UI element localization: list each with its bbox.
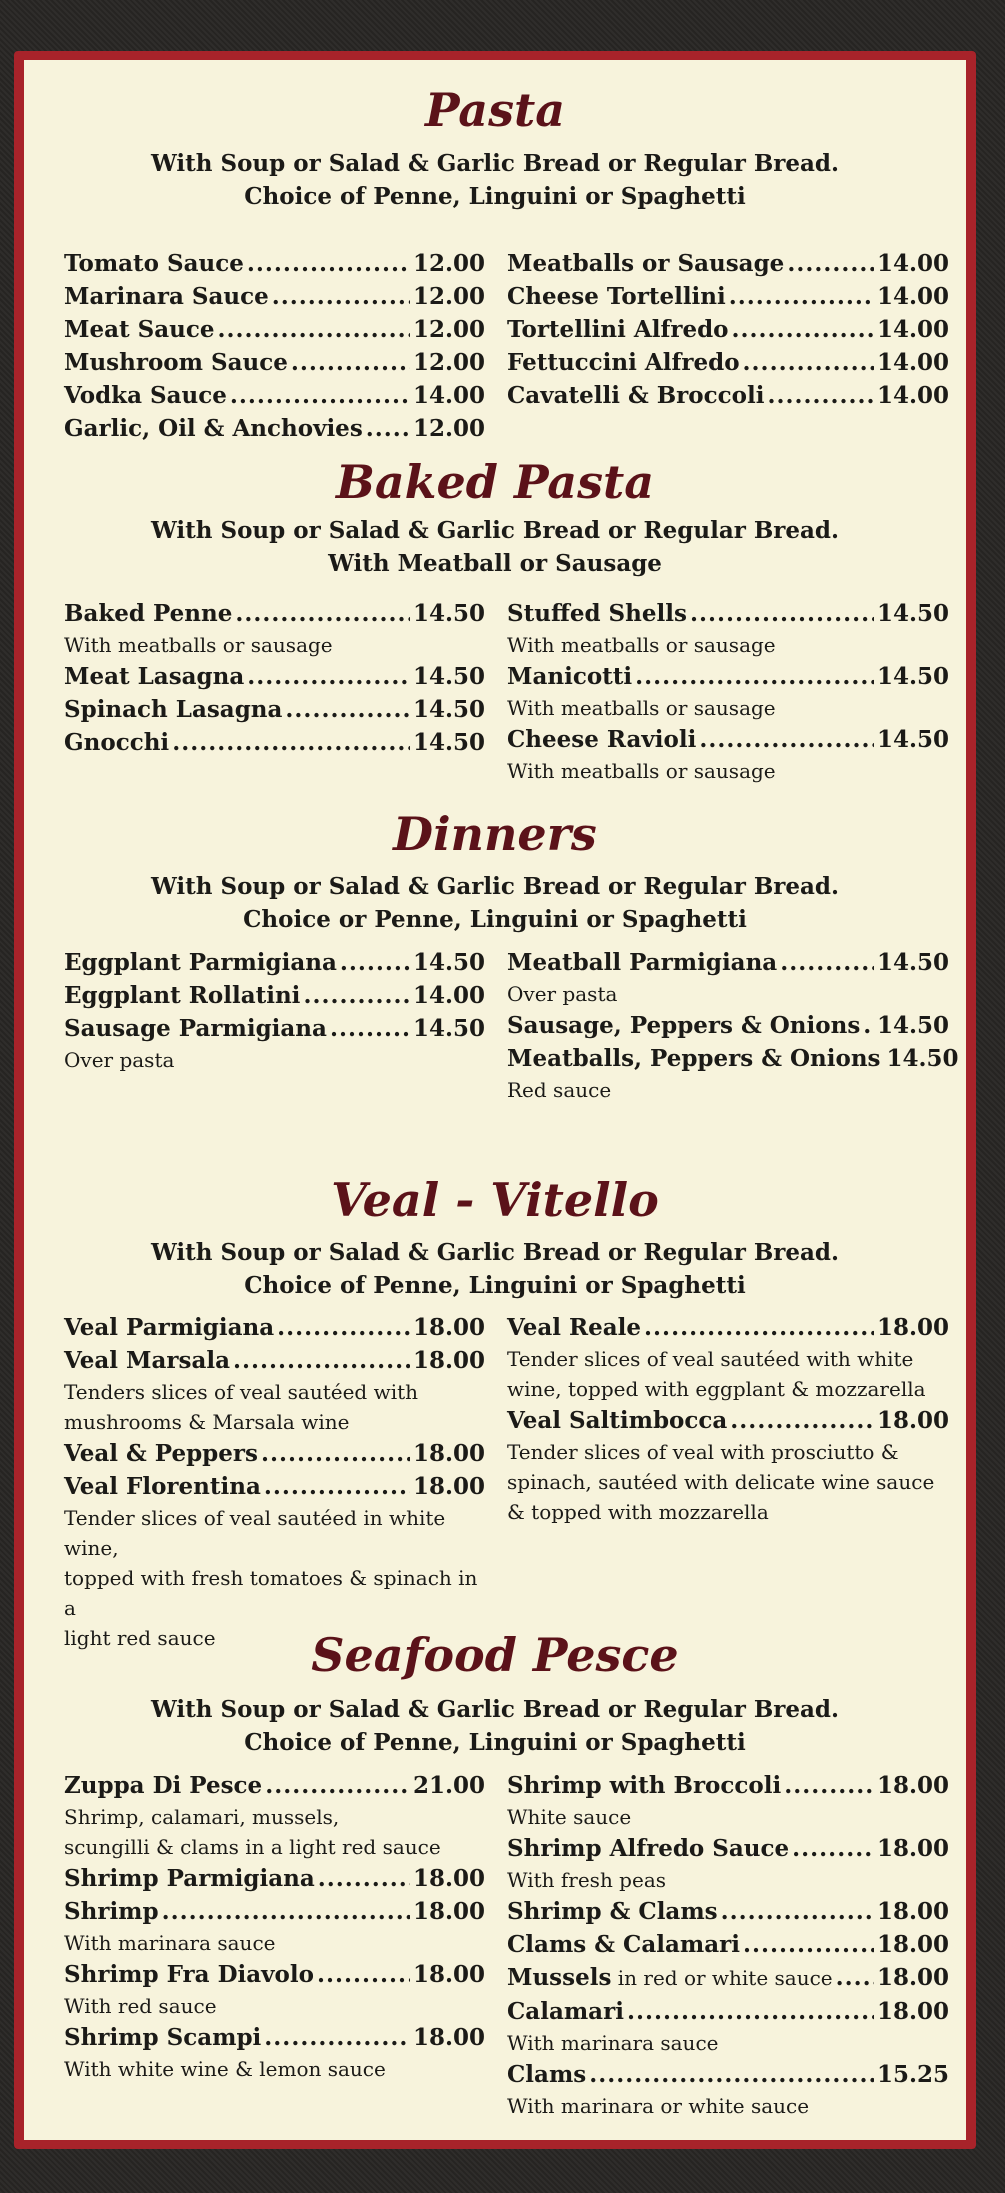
menu-item: Garlic, Oil & Anchovies ..... 12.00 (64, 412, 485, 445)
item-description: With meatballs or sausage (507, 696, 776, 720)
section-subtitle: Choice of Penne, Linguini or Spaghetti (244, 183, 746, 210)
menu-panel (24, 60, 966, 2140)
right-column (507, 247, 949, 412)
section-subtitle: Choice of Penne, Linguini or Spaghetti (244, 1729, 746, 1756)
item-description: scungilli & clams in a light red sauce (64, 1835, 441, 1859)
menu-item: Mushroom Sauce ..... 12.00 (64, 346, 485, 379)
item-description: mushrooms & Marsala wine (64, 1410, 350, 1434)
item-description: With meatballs or sausage (507, 633, 776, 657)
section-subtitle: Choice or Penne, Linguini or Spaghetti (243, 906, 747, 933)
section-baked-pasta (24, 454, 966, 783)
menu-item: Meat Sauce ..... 12.00 (64, 313, 485, 346)
menu-item: Clams ..... 15.25 (507, 2058, 949, 2091)
left-column (64, 946, 485, 1075)
item-description: & topped with mozzarella (507, 1500, 769, 1524)
section-seafood (24, 1627, 966, 2118)
menu-item: Sausage, Peppers & Onions ..... 14.50 (507, 1009, 949, 1042)
menu-item: Veal Saltimbocca ..... 18.00 (507, 1404, 949, 1437)
section-title: Seafood Pesce (311, 1628, 679, 1682)
menu-item: Shrimp ..... 18.00 (64, 1895, 485, 1928)
item-description: wine, topped with eggplant & mozzarella (507, 1377, 926, 1401)
item-description: With marinara sauce (507, 2031, 719, 2055)
menu-item: Shrimp with Broccoli ..... 18.00 (507, 1769, 949, 1802)
right-column (507, 946, 959, 1105)
menu-item: Vodka Sauce ..... 14.00 (64, 379, 485, 412)
section-title: Veal - Vitello (331, 1173, 659, 1227)
menu-item: Cheese Tortellini ..... 14.00 (507, 280, 949, 313)
menu-item: Meatballs, Peppers & Onions 14.50 (507, 1045, 959, 1072)
section-pasta (24, 82, 966, 442)
menu-item: Shrimp & Clams ..... 18.00 (507, 1895, 949, 1928)
section-subtitle: With Soup or Salad & Garlic Bread or Regular Bread. (150, 1239, 840, 1266)
menu-item: Eggplant Parmigiana ..... 14.50 (64, 946, 485, 979)
menu-item: Gnocchi ..... 14.50 (64, 726, 485, 759)
item-description: Tenders slices of veal sautéed with (64, 1380, 419, 1404)
item-description: With red sauce (64, 1994, 217, 2018)
menu-item: Tortellini Alfredo ..... 14.00 (507, 313, 949, 346)
left-column (64, 1769, 485, 2084)
item-description: Tender slices of veal sautéed with white (507, 1347, 914, 1371)
section-title: Dinners (393, 807, 597, 861)
menu-item: Fettuccini Alfredo ..... 14.00 (507, 346, 949, 379)
section-subtitle: With Soup or Salad & Garlic Bread or Regular Bread. (150, 1696, 840, 1723)
menu-item: Eggplant Rollatini ..... 14.00 (64, 979, 485, 1012)
section-subtitle: Choice of Penne, Linguini or Spaghetti (244, 1272, 746, 1299)
menu-item: Shrimp Alfredo Sauce ..... 18.00 (507, 1832, 949, 1865)
menu-item: Calamari ..... 18.00 (507, 1995, 949, 2028)
item-description: topped with fresh tomatoes & spinach in a (64, 1566, 478, 1620)
menu-item: Veal Reale ..... 18.00 (507, 1311, 949, 1344)
item-description: Tender slices of veal with prosciutto & (507, 1440, 899, 1464)
item-description: With meatballs or sausage (507, 759, 776, 783)
menu-item: Shrimp Fra Diavolo ..... 18.00 (64, 1958, 485, 1991)
menu-item: Baked Penne ..... 14.50 (64, 597, 485, 630)
item-description: White sauce (507, 1805, 632, 1829)
menu-item: Clams & Calamari ..... 18.00 (507, 1928, 949, 1961)
section-subtitle: With Soup or Salad & Garlic Bread or Regular Bread. (150, 873, 840, 900)
menu-item: Cheese Ravioli ..... 14.50 (507, 723, 949, 756)
section-subtitle: With Meatball or Sausage (328, 550, 662, 577)
item-description: spinach, sautéed with delicate wine sauce (507, 1470, 935, 1494)
menu-item: Marinara Sauce ..... 12.00 (64, 280, 485, 313)
menu-item: Cavatelli & Broccoli ..... 14.00 (507, 379, 949, 412)
section-dinners (24, 806, 966, 1102)
menu-item: Spinach Lasagna ..... 14.50 (64, 693, 485, 726)
menu-item: Manicotti ..... 14.50 (507, 660, 949, 693)
menu-item: Veal Parmigiana ..... 18.00 (64, 1311, 485, 1344)
menu-item: Veal Marsala ..... 18.00 (64, 1344, 485, 1377)
menu-item: Meat Lasagna ..... 14.50 (64, 660, 485, 693)
item-description: Over pasta (507, 982, 618, 1006)
item-description: With marinara or white sauce (507, 2094, 810, 2118)
section-subtitle: With Soup or Salad & Garlic Bread or Regular Bread. (150, 150, 840, 177)
menu-item: Veal & Peppers ..... 18.00 (64, 1437, 485, 1470)
section-title: Baked Pasta (335, 455, 655, 509)
item-description: With meatballs or sausage (64, 633, 333, 657)
right-column (507, 1311, 949, 1527)
item-description: Red sauce (507, 1078, 612, 1102)
menu-item: Meatball Parmigiana ..... 14.50 (507, 946, 949, 979)
right-column (507, 597, 949, 786)
left-column (64, 597, 485, 759)
left-column (64, 1311, 485, 1653)
menu-item: Meatballs or Sausage ..... 14.00 (507, 247, 949, 280)
item-description: Shrimp, calamari, mussels, (64, 1805, 340, 1829)
menu-item: Sausage Parmigiana ..... 14.50 (64, 1012, 485, 1045)
section-veal (24, 1172, 966, 1650)
item-description: With white wine & lemon sauce (64, 2057, 386, 2081)
menu-item: Shrimp Scampi ..... 18.00 (64, 2021, 485, 2054)
menu-item: Stuffed Shells ..... 14.50 (507, 597, 949, 630)
menu-item: Tomato Sauce ..... 12.00 (64, 247, 485, 280)
item-description: With fresh peas (507, 1868, 667, 1892)
menu-item: Zuppa Di Pesce ..... 21.00 (64, 1769, 485, 1802)
item-description: Over pasta (64, 1048, 175, 1072)
item-description: With marinara sauce (64, 1931, 276, 1955)
item-description: light red sauce (64, 1626, 216, 1650)
item-note: in red or white sauce (611, 1966, 833, 1990)
section-subtitle: With Soup or Salad & Garlic Bread or Regular Bread. (150, 517, 840, 544)
menu-item: Shrimp Parmigiana ..... 18.00 (64, 1862, 485, 1895)
left-column (64, 247, 485, 445)
section-title: Pasta (424, 83, 566, 137)
menu-item: Veal Florentina ..... 18.00 (64, 1470, 485, 1503)
item-description: Tender slices of veal sautéed in white wine, (64, 1506, 446, 1560)
menu-item: Mussels in red or white sauce ..... 18.00 (507, 1961, 949, 1995)
right-column (507, 1769, 949, 2121)
